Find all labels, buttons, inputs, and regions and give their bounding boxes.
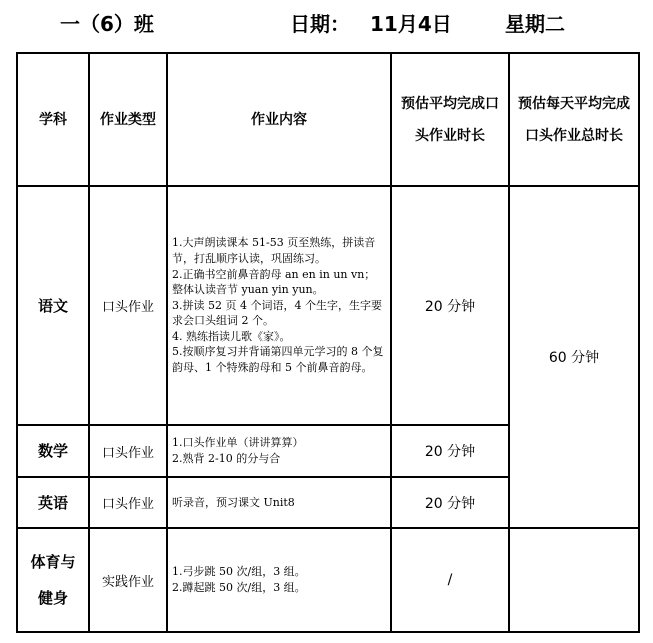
type-cell: 实践作业 bbox=[89, 528, 167, 632]
time-cell: 20 分钟 bbox=[391, 477, 509, 528]
content-line: 3.拼读 52 页 4 个词语，4 个生字，生字要求会口头组词 2 个。 bbox=[172, 298, 382, 328]
header-subject: 学科 bbox=[17, 53, 89, 186]
content-cell bbox=[167, 528, 391, 632]
time-cell: / bbox=[391, 528, 509, 632]
header-type: 作业类型 bbox=[89, 53, 167, 186]
date-label: 日期： bbox=[290, 12, 350, 36]
content-line: 5.按顺序复习并背诵第四单元学习的 8 个复韵母、1 个特殊韵母和 5 个前鼻音韵母。 bbox=[172, 345, 384, 375]
table-header-row bbox=[17, 53, 639, 186]
header-avg-time: 预估平均完成口头作业时长 bbox=[391, 53, 509, 186]
type-cell: 口头作业 bbox=[89, 477, 167, 528]
subject-cell: 体育与健身 bbox=[17, 528, 89, 632]
class-name: 一（6）班 bbox=[60, 12, 154, 36]
time-cell: 20 分钟 bbox=[391, 425, 509, 477]
header-content: 作业内容 bbox=[167, 53, 391, 186]
content-line: 2.熟背 2-10 的分与合 bbox=[172, 452, 281, 465]
type-cell: 口头作业 bbox=[89, 186, 167, 425]
content-line: 1.口头作业单（讲讲算算） bbox=[172, 436, 304, 450]
content-line: 1.大声朗读课本 51-53 页至熟练，拼读音节，打乱顺序认读，巩固练习。 bbox=[172, 236, 376, 265]
content-cell bbox=[167, 477, 391, 528]
homework-table bbox=[16, 52, 640, 633]
content-cell bbox=[167, 425, 391, 477]
time-cell: 20 分钟 bbox=[391, 186, 509, 425]
weekday: 星期二 bbox=[505, 12, 565, 36]
content-line: 1.弓步跳 50 次/组，3 组。 bbox=[172, 565, 306, 579]
header-daily-total: 预估每天平均完成口头作业总时长 bbox=[509, 53, 639, 186]
subject-cell: 数学 bbox=[17, 425, 89, 477]
subject-cell: 英语 bbox=[17, 477, 89, 528]
table-row bbox=[17, 528, 639, 632]
table-row bbox=[17, 186, 639, 425]
date-value: 11月4日 bbox=[370, 12, 452, 36]
subject-cell: 语文 bbox=[17, 186, 89, 425]
empty-cell bbox=[509, 528, 639, 632]
content-line: 2.蹲起跳 50 次/组，3 组。 bbox=[172, 581, 306, 594]
content-line: 4. 熟练指读儿歌《家》。 bbox=[172, 329, 291, 343]
content-line: 2.正确书空前鼻音韵母 an en in un vn；整体认读音节 yuan yin yun。 bbox=[172, 267, 376, 297]
content-line: 听录音，预习课文 Unit8 bbox=[172, 495, 295, 509]
total-time-cell: 60 分钟 bbox=[509, 186, 639, 528]
page-header bbox=[0, 8, 653, 38]
content-cell bbox=[167, 186, 391, 425]
type-cell: 口头作业 bbox=[89, 425, 167, 477]
